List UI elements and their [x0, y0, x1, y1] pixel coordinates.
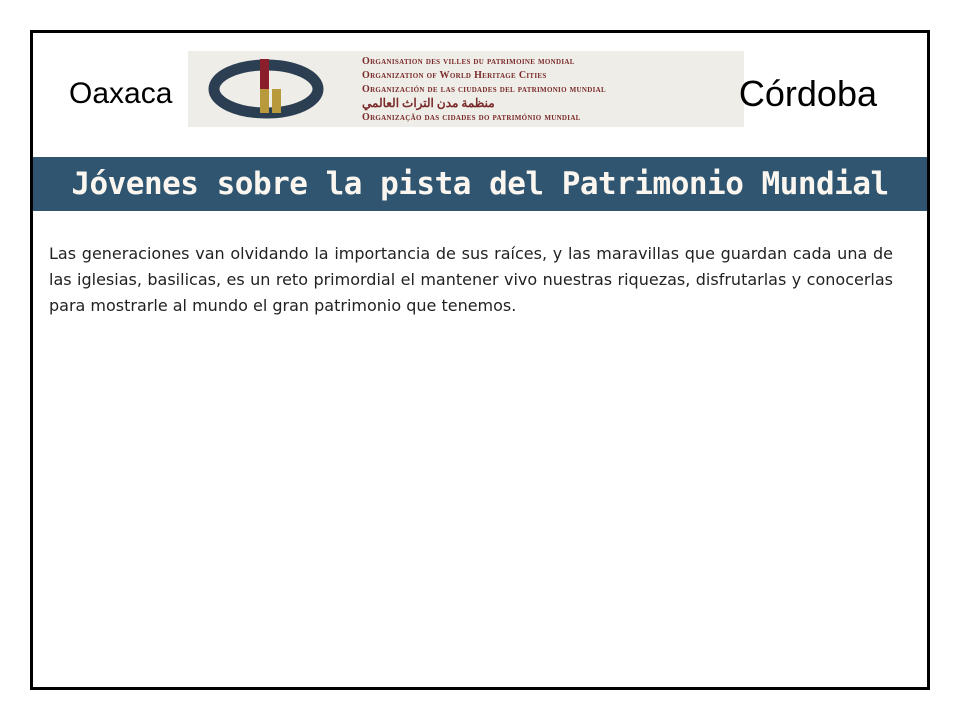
- logo-line-pt: Organização das cidades do património mundial: [362, 111, 581, 123]
- city-name-right: Córdoba: [738, 73, 877, 114]
- owhc-logo: [188, 51, 744, 127]
- logo-text-block: [348, 55, 606, 124]
- slide-frame: [30, 30, 930, 690]
- logo-line-es: Organización de las ciudades del patrimonio mundial: [362, 83, 606, 95]
- heritage-cities-emblem-icon: [188, 51, 348, 127]
- logo-line-ar: منظمة مدن التراث العالمي: [362, 95, 495, 110]
- logo-line-fr: Organisation des villes du patrimoine mondial: [362, 55, 575, 67]
- city-name-left: Oaxaca: [69, 77, 173, 110]
- title-banner: [33, 157, 927, 211]
- logo-line-en: Organization of World Heritage Cities: [362, 69, 547, 81]
- body-paragraph: Las generaciones van olvidando la importancia de sus raíces, y las maravillas que guardan cada una de las iglesias, basilicas, es un reto primordial el mantener vivo nuestras riquezas, disfrutarlas y conocerlas para mostrarle al mundo el gran patrimonio que tenemos.: [49, 244, 893, 315]
- page-title: Jóvenes sobre la pista del Patrimonio Mundial: [71, 166, 889, 202]
